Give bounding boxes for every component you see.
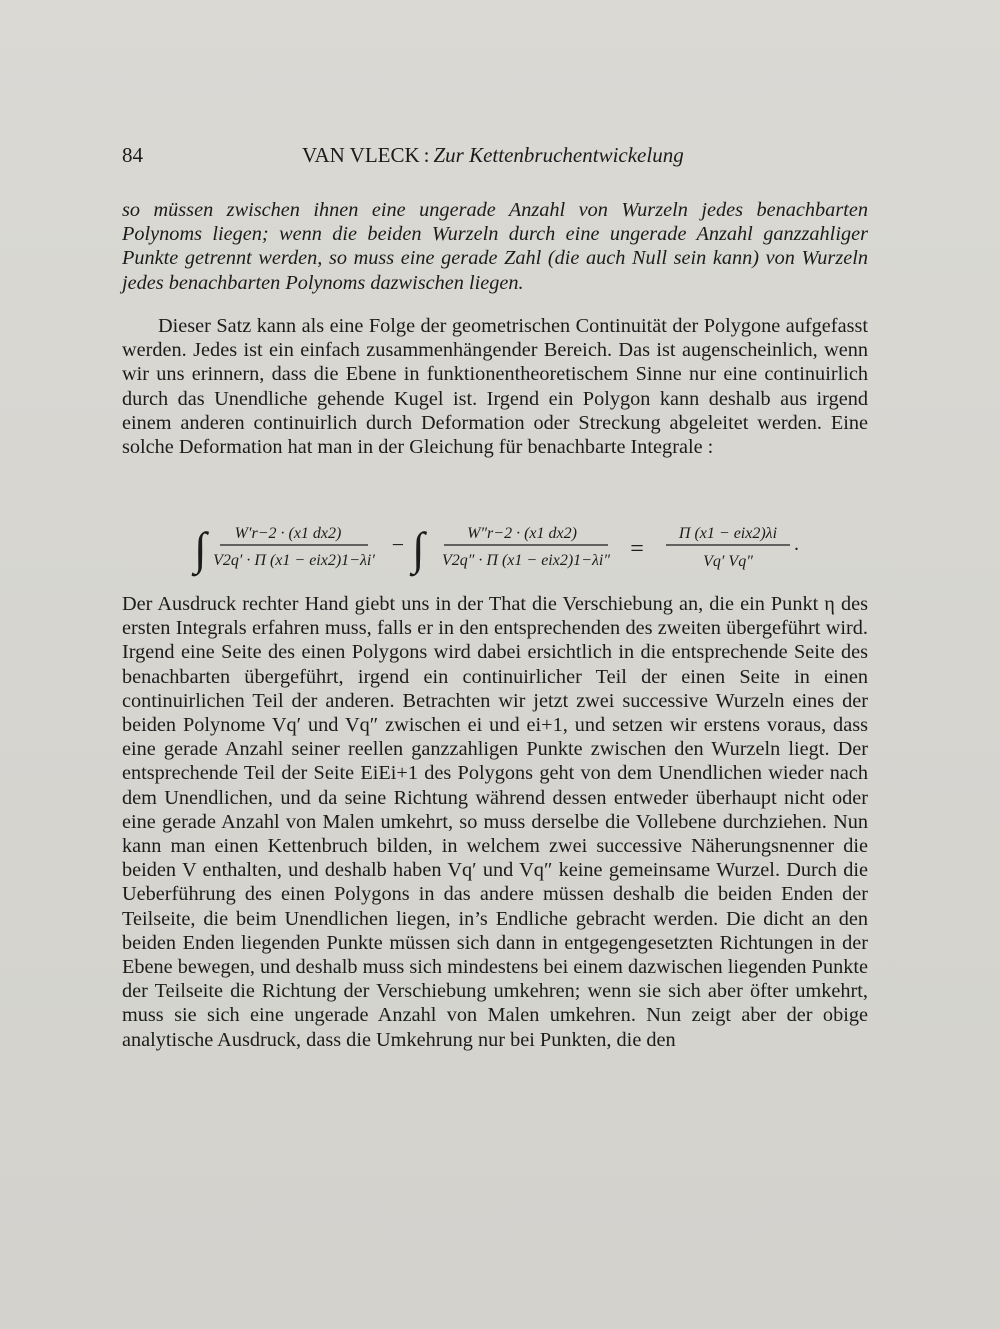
rhs-numerator: Π (x1 − eix2)λi	[678, 525, 778, 542]
equals-sign: =	[630, 536, 644, 562]
running-title	[302, 143, 684, 168]
term1-denominator: V2q′ · Π (x1 − eix2)1−λi′	[213, 552, 375, 569]
display-equation	[122, 516, 868, 582]
integral-sign-2: ∫	[412, 523, 425, 574]
integral-sign-1: ∫	[194, 523, 207, 574]
term1-numerator: W′r−2 · (x1 dx2)	[234, 525, 342, 542]
paragraph-displacement	[122, 592, 868, 1052]
paragraph-continuity	[122, 314, 868, 459]
term2-numerator: W″r−2 · (x1 dx2)	[467, 525, 577, 542]
author-name: VAN VLECK	[302, 143, 420, 167]
minus-sign: −	[391, 532, 405, 557]
paragraph-1-text: Dieser Satz kann als eine Folge der geometrischen Continuität der Polygone aufgefasst werden. Jedes ist ein einfach zusammenhängender Bereich. Das ist augenscheinlich, wenn wir uns erinnern, dass die Ebene in funktionentheoretischem Sinne nur eine continuirlich durch das Unendliche gehende Kugel ist. Irgend ein Polygon kann deshalb aus irgend einem anderen continuirlich durch Deformation oder Streckung abgeleitet werden. Eine solche Deformation hat man in der Gleichung für benachbarte Integrale :	[122, 315, 868, 459]
theorem-statement	[122, 198, 868, 295]
equation-svg	[122, 516, 868, 582]
running-header	[122, 143, 868, 173]
term2-denominator: V2q″ · Π (x1 − eix2)1−λi″	[441, 552, 611, 569]
article-title: Zur Kettenbruchentwickelung	[433, 143, 684, 167]
italic-paragraph: so müssen zwischen ihnen eine ungerade Anzahl von Wurzeln jedes benachbarten Polynoms liegen; wenn die beiden Wurzeln durch eine ungerade Anzahl ganzzahliger Punkte getrennt werden, so muss eine gerade Zahl (die auch Null sein kann) von Wurzeln jedes benachbarten Polynoms dazwischen liegen.	[122, 199, 868, 294]
title-separator: :	[423, 143, 430, 167]
equation-period: .	[794, 533, 799, 555]
page-number: 84	[122, 143, 143, 167]
paragraph-2-text: Der Ausdruck rechter Hand giebt uns in der That die Verschiebung an, die ein Punkt η des ersten Integrals erfahren muss, falls er in den entsprechenden des zweiten übergeführt wird. Irgend eine Seite des einen Polygons wird dabei ersichtlich in die entsprechende Seite des benachbarten übergeführt, irgend ein continuirlicher Teil der einen Seite in einen continuirlichen Teil der anderen. Betrachten wir jetzt zwei successive Wurzeln eines der beiden Polynome Vq′ und Vq″ zwischen ei und ei+1, und setzen wir erstens voraus, dass eine gerade Anzahl seiner reellen ganzzahligen Punkte zwischen den Wurzeln liegt. Der entsprechende Teil der Seite EiEi+1 des Polygons geht von dem Unendlichen wieder nach dem Unendlichen, und da seine Richtung während dessen entweder überhaupt nicht oder eine gerade Anzahl von Malen umkehrt, so muss derselbe die Vollebene durchziehen. Nun kann man einen Kettenbruch bilden, in welchem zwei successive Näherungsnenner die beiden V enthalten, und deshalb haben Vq′ und Vq″ keine gemeinsame Wurzel. Durch die Ueberführung des einen Polygons in das andere müssen deshalb die beiden Enden der Teilseite, die beim Unendlichen liegen, in’s Endliche gebracht werden. Die dicht an den beiden Enden liegenden Punkte müssen sich dann in entgegengesetzten Richtungen in der Ebene bewegen, und deshalb muss sich mindestens bei einem dazwischen liegenden Punkte der Teilseite die Richtung der Verschiebung umkehren; wenn sie sich aber öfter umkehrt, muss sie sich eine ungerade Anzahl von Malen umkehren. Nun zeigt aber der obige analytische Ausdruck, dass die Umkehrung nur bei Punkten, die den	[122, 593, 868, 1051]
rhs-denominator: Vq′ Vq″	[703, 553, 753, 570]
